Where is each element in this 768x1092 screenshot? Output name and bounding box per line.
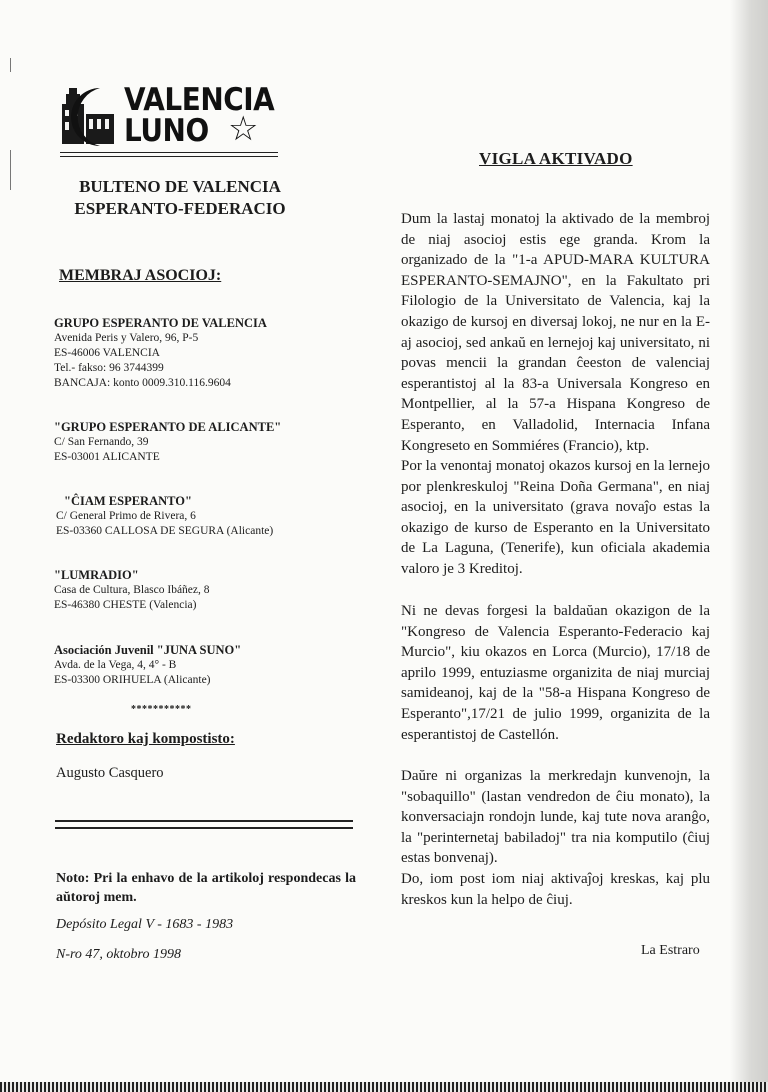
article-paragraph: Do, iom post iom niaj aktivaĵoj kreskas, kaj plu kreskos kun la helpo de ĉiuj. xyxy=(401,871,710,908)
association-line: ES-03001 ALICANTE xyxy=(54,451,160,463)
article-paragraph: Daŭre ni organizas la merkredajn kunvenojn, la "sobaquillo" (lastan vendredon de ĉiu monato), la konversaciajn rondojn lunde, kaj tute nova aranĝo, la "perinternetaj babiladoj" tra nia komputilo (ĉiuj estas bonvenaj). xyxy=(401,768,710,867)
article-paragraph: Por la venontaj monatoj okazos kursoj en la lernejo por plenkreskuloj "Reina Doña Germana", en niaj asocioj, en la universitato (grava novaĵo estas la okazigo de kurso de Esperanto en la Universitato de La Laguna, (Tenerife), kun oficiala akademia valoro je 3 Kreditoj. xyxy=(401,458,710,577)
building-logo-icon xyxy=(60,86,118,148)
association-line: ES-46380 CHESTE (Valencia) xyxy=(54,599,197,611)
issue-number: N-ro 47, oktobro 1998 xyxy=(56,947,181,962)
association-block xyxy=(54,419,334,465)
article-paragraph: Dum la lastaj monatoj la aktivado de la membroj de niaj asocioj estis ege granda. Krom la organizado de la "1-a APUD-MARA KULTURA ESPERANTO-SEMAJNO", en la Fakultato pri Filologio de la Universitato de Valencia, kaj la okazigo de kursoj en diversaj lokoj, ne nur en la E-aj asocioj, sed ankaŭ en lernejoj kaj universitato, ni povas mencii la grandan ĉeeston de valenciaj esperantistoj al la 83-a Universala Kongreso en Montpellier, al la 57-a Hispana Kongreso de Esperanto, en Valladolid, Internacia Infana Kongreseto en Sommiéres (Francio), ktp. xyxy=(401,211,710,454)
article-title: VIGLA AKTIVADO xyxy=(479,149,633,168)
association-line: ES-03300 ORIHUELA (Alicante) xyxy=(54,674,211,686)
association-name: Asociación Juvenil "JUNA SUNO" xyxy=(54,643,242,657)
separator-stars: *********** xyxy=(131,704,192,715)
star-icon: ☆ xyxy=(228,109,259,149)
association-name: "ĈIAM ESPERANTO" xyxy=(64,494,192,508)
association-name: "LUMRADIO" xyxy=(54,568,139,582)
association-line: ES-46006 VALENCIA xyxy=(54,347,160,359)
association-line: ES-03360 CALLOSA DE SEGURA (Alicante) xyxy=(56,525,274,537)
bulletin-title xyxy=(60,176,300,220)
masthead-title-line1: VALENCIA xyxy=(124,82,275,118)
legal-deposit: Depósito Legal V - 1683 - 1983 xyxy=(56,917,234,932)
association-line: Casa de Cultura, Blasco Ibáñez, 8 xyxy=(54,584,210,596)
masthead-title-line2: LUNO xyxy=(124,113,209,149)
association-line: C/ General Primo de Rivera, 6 xyxy=(56,510,196,522)
association-block xyxy=(54,642,334,688)
editor-label: Redaktoro kaj kompostisto: xyxy=(56,731,235,747)
association-block xyxy=(54,315,334,391)
editor-name: Augusto Casquero xyxy=(56,765,164,781)
scan-bottom-strip xyxy=(0,1082,768,1092)
scan-mark xyxy=(10,58,11,72)
association-name: "GRUPO ESPERANTO DE ALICANTE" xyxy=(54,420,282,434)
association-line: C/ San Fernando, 39 xyxy=(54,436,149,448)
article-signature: La Estraro xyxy=(641,943,700,958)
members-heading: MEMBRAJ ASOCIOJ: xyxy=(59,267,222,284)
association-line: BANCAJA: konto 0009.310.116.9604 xyxy=(54,377,231,389)
bulletin-title-line1: BULTENO DE VALENCIA xyxy=(79,177,281,196)
note-text: Noto: Pri la enhavo de la artikoloj respondecas la aŭtoroj mem. xyxy=(56,871,356,905)
masthead-rule xyxy=(60,152,278,157)
bulletin-title-line2: ESPERANTO-FEDERACIO xyxy=(74,199,286,218)
association-line: Avda. de la Vega, 4, 4° - B xyxy=(54,659,177,671)
association-block xyxy=(54,567,334,613)
divider xyxy=(55,820,353,829)
masthead-logo xyxy=(60,82,280,152)
association-line: Tel.- fakso: 96 3744399 xyxy=(54,362,164,374)
association-block xyxy=(56,493,344,539)
association-name: GRUPO ESPERANTO DE VALENCIA xyxy=(54,316,267,330)
scan-edge-shadow xyxy=(730,0,768,1092)
article-paragraph: Ni ne devas forgesi la baldaŭan okazigon de la "Kongreso de Valencia Esperanto-Federacio kaj Murcio", kiu okazos en Lorca (Murcio), 17/18 de aprilo 1999, entuziasme organizita de niaj murciaj samideanoj, kaj de la "58-a Hispana Kongreso de Esperanto",17/21 de julio 1999, organizita de la esperantistoj de Castellón. xyxy=(401,603,710,743)
association-line: Avenida Peris y Valero, 96, P-5 xyxy=(54,332,199,344)
scan-mark xyxy=(10,150,11,190)
